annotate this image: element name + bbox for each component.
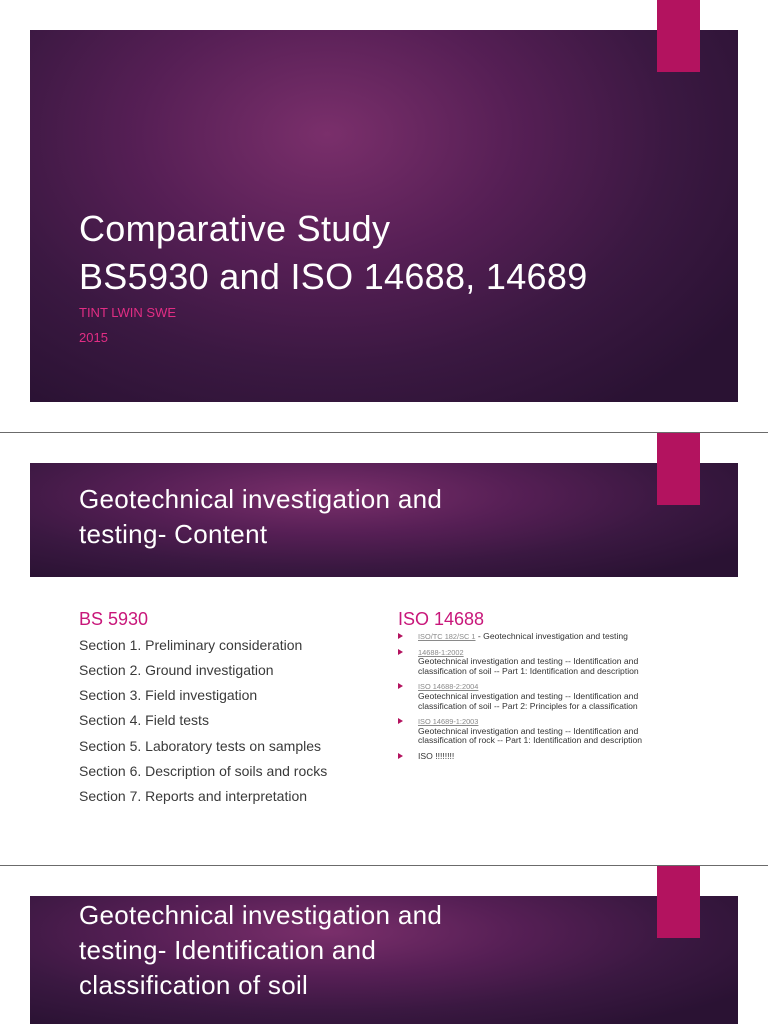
iso-item-desc: Geotechnical investigation and testing -- Identification and classification of rock -- Part 1: Identification and description — [418, 725, 643, 746]
iso-item-desc: - Geotechnical investigation and testing — [475, 631, 628, 641]
accent-tab — [657, 866, 700, 938]
bs-section-item: Section 1. Preliminary consideration — [79, 637, 303, 653]
bs-section-item: Section 7. Reports and interpretation — [79, 788, 308, 804]
iso-link[interactable]: ISO 14688-2:2004 — [418, 682, 479, 692]
slide2-title-line2: testing- Content — [79, 519, 268, 549]
iso-link[interactable]: ISO/TC 182/SC 1 — [418, 632, 476, 641]
iso-list — [398, 632, 688, 768]
iso-list-item — [398, 752, 688, 762]
triangle-bullet-icon — [398, 753, 403, 759]
iso-list-item — [398, 648, 688, 677]
bs-heading: BS 5930 — [79, 609, 149, 629]
iso-item-desc: Geotechnical investigation and testing -- Identification and classification of soil -- Part 2: Principles for a classification — [418, 690, 639, 711]
slide-title — [0, 0, 768, 432]
iso-item-desc: Geotechnical investigation and testing -- Identification and classification of soil -- Part 1: Identification and description — [418, 656, 639, 676]
triangle-bullet-icon — [398, 649, 403, 655]
accent-tab — [657, 0, 700, 72]
accent-tab — [657, 433, 700, 505]
iso-link[interactable]: ISO 14689-1:2003 — [418, 717, 479, 727]
bs-section-item: Section 2. Ground investigation — [79, 662, 274, 678]
triangle-bullet-icon — [398, 683, 403, 689]
triangle-bullet-icon — [398, 633, 403, 639]
triangle-bullet-icon — [398, 718, 403, 724]
slide3-title-line1: Geotechnical investigation and — [79, 900, 443, 930]
author-name: TINT LWIN SWE — [79, 305, 177, 320]
iso-link[interactable]: 14688-1:2002 — [418, 647, 464, 657]
slide1-title-line2: BS5930 and ISO 14688, 14689 — [79, 256, 588, 297]
iso-heading: ISO 14688 — [398, 609, 485, 629]
bs-section-item: Section 4. Field tests — [79, 712, 209, 728]
slide-identification — [0, 866, 768, 1024]
iso-item-desc: ISO !!!!!!!! — [418, 750, 455, 761]
bs-section-item: Section 3. Field investigation — [79, 687, 258, 703]
bs-section-item: Section 6. Description of soils and rocks — [79, 763, 328, 779]
bs-section-item: Section 5. Laboratory tests on samples — [79, 738, 322, 754]
iso-list-item — [398, 632, 688, 642]
slide3-title-line2: testing- Identification and — [79, 935, 377, 965]
slide2-title-line1: Geotechnical investigation and — [79, 484, 443, 514]
year: 2015 — [79, 330, 108, 345]
iso-list-item — [398, 682, 688, 711]
iso-list-item — [398, 717, 688, 746]
slide1-title-line1: Comparative Study — [79, 208, 391, 249]
slide3-title-line3: classification of soil — [79, 970, 309, 1000]
